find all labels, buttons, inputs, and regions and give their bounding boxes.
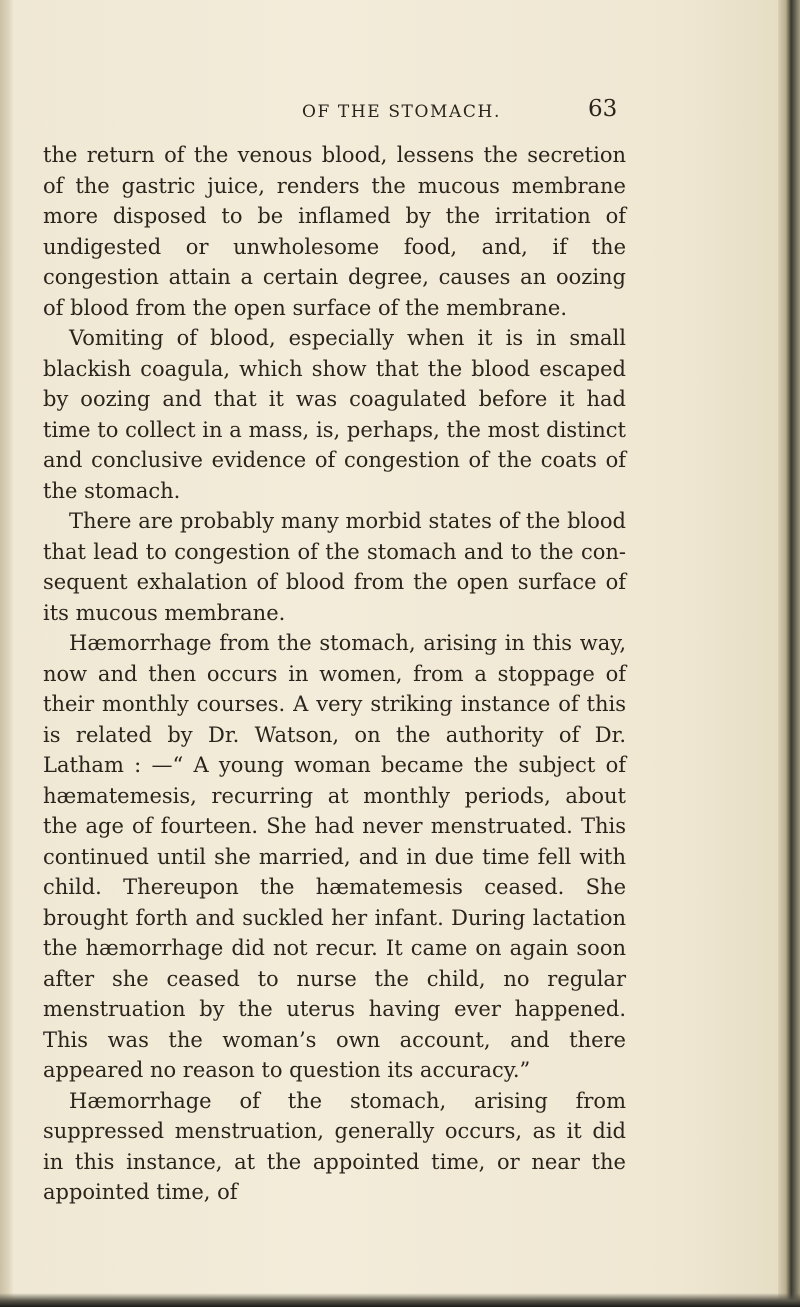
page-number: 63: [588, 96, 618, 122]
paragraph: There are probably many morbid states of the blood that lead to congestion of the stomach and to the con-sequent exhalation of blood from the open surface of its mucous membrane.: [43, 509, 626, 625]
running-title: OF THE STOMACH.: [302, 102, 501, 122]
book-edge-bottom: [0, 1293, 800, 1307]
book-edge-right: [778, 0, 800, 1307]
paragraph: Hæmorrhage of the stomach, arising from suppressed menstruation, generally occurs, as it did in this instance, at the appointed time, or near the appointed time, of: [43, 1088, 626, 1204]
page-gutter-shadow: [0, 0, 14, 1307]
page-header: [0, 96, 800, 132]
paragraph: the return of the venous blood, lessens the secretion of the gastric juice, renders the mucous membrane more disposed to be inflamed by the irritation of undigested or unwholesome food, and, if the congestion attain a certain degree, causes an oozing of blood from the open surface of the membrane.: [43, 143, 626, 320]
paragraph: Hæmorrhage from the stomach, arising in this way, now and then occurs in women, from a stoppage of their monthly courses. A very striking instance of this is related by Dr. Watson, on the authority of Dr. Latham : —“ A young woman became the subject of hæmatemesis, recurring at monthly periods, about the age of fourteen. She had never menstruated. This continued until she married, and in due time fell with child. Thereupon the hæmatemesis ceased. She brought forth and suckled her infant. During lactation the hæmorrhage did not recur. It came on again soon after she ceased to nurse the child, no regular menstruation by the uterus having ever happened. This was the woman’s own account, and there appeared no reason to question its accuracy.”: [43, 631, 626, 1082]
paragraph: Vomiting of blood, especially when it is in small blackish coagula, which show that the blood escaped by oozing and that it was coagulated before it had time to collect in a mass, is, perhaps, the most distinct and conclusive evidence of congestion of the coats of the stomach.: [43, 326, 626, 503]
body-text: [43, 140, 626, 1208]
